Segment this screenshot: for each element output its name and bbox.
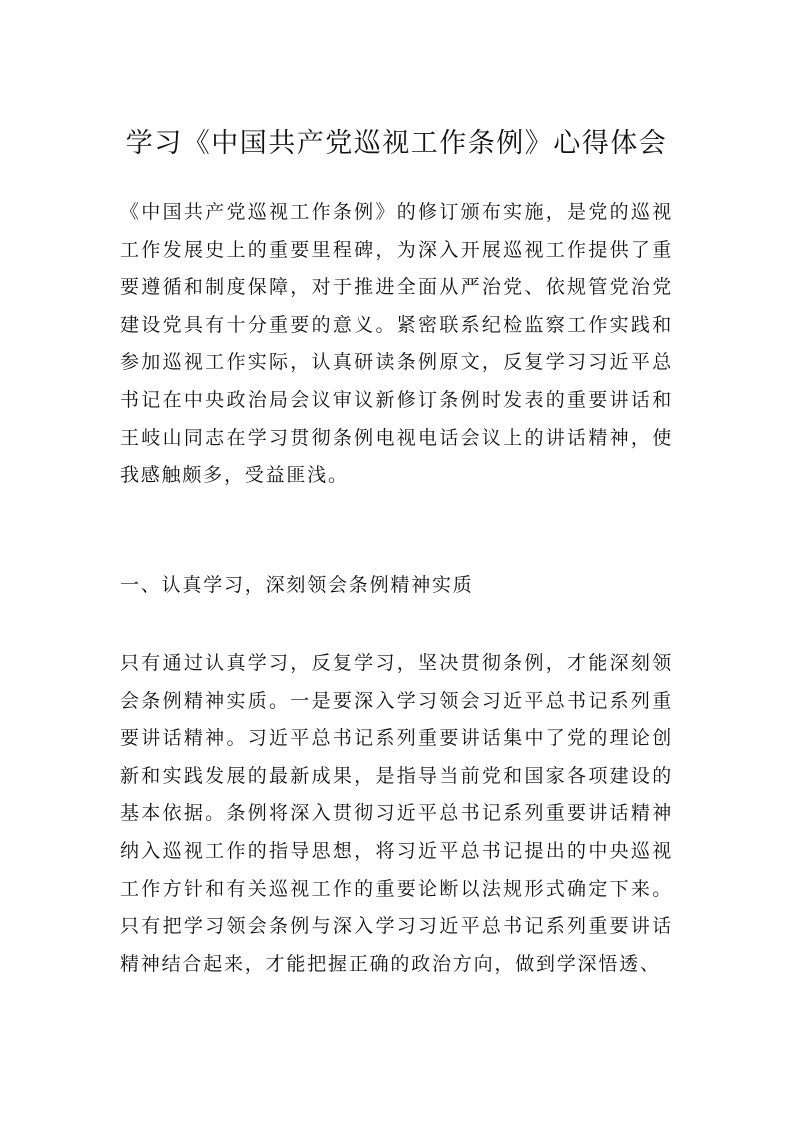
document-title: 学习《中国共产党巡视工作条例》心得体会 [125,128,668,159]
body-paragraph: 只有通过认真学习，反复学习，坚决贯彻条例，才能深刻领会条例精神实质。一是要深入学习领会习近平总书记系列重要讲话精神。习近平总书记系列重要讲话集中了党的理论创新和实践发展的最新成果，是指导当前党和国家各项建设的基本依据。条例将深入贯彻习近平总书记系列重要讲话精神纳入巡视工作的指导思想，将习近平总书记提出的中央巡视工作方针和有关巡视工作的重要论断以法规形式确定下来。只有把学习领会条例与深入学习习近平总书记系列重要讲话精神结合起来，才能把握正确的政治方向，做到学深悟透、 [120,652,673,975]
body-paragraph: 《中国共产党巡视工作条例》的修订颁布实施，是党的巡视工作发展史上的重要里程碑，为深入开展巡视工作提供了重要遵循和制度保障，对于推进全面从严治党、依规管党治党建设党具有十分重要的意义。紧密联系纪检监察工作实践和参加巡视工作实际，认真研读条例原文，反复学习习近平总书记在中央政治局会议审议新修订条例时发表的重要讲话和王岐山同志在学习贯彻条例电视电话会议上的讲话精神，使我感触颇多，受益匪浅。 [120,201,673,487]
section-heading: 一、认真学习，深刻领会条例精神实质 [120,574,474,596]
